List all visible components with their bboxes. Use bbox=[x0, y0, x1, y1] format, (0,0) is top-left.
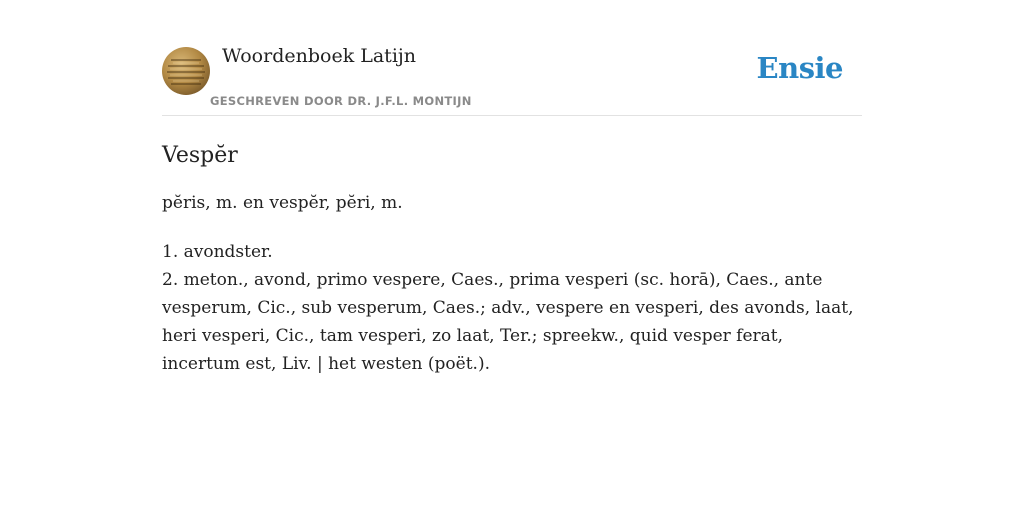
definition-item: 2. meton., avond, primo vespere, Caes., prima vesperi (sc. horā), Caes., ante vesperum, Cic., sub vesperum, Caes.; adv., vespere en vesperi, des avonds, laat, heri vesperi, Cic., tam vesperi, zo laat, Ter.; spreekw., quid vesper ferat, incertum est, Liv. | het westen (poët.). bbox=[162, 270, 854, 374]
entry-definitions bbox=[162, 238, 862, 378]
entry-forms: pĕris, m. en vespĕr, pĕri, m. bbox=[162, 193, 403, 213]
latin-inscription-coin-icon[interactable] bbox=[162, 47, 210, 95]
dictionary-title[interactable]: Woordenboek Latijn bbox=[222, 45, 417, 67]
author-byline: GESCHREVEN DOOR DR. J.F.L. MONTIJN bbox=[210, 94, 472, 108]
entry-header bbox=[162, 0, 862, 116]
ensie-logo-link[interactable]: Ensie bbox=[756, 51, 843, 85]
definition-item: 1. avondster. bbox=[162, 242, 273, 262]
entry-term: Vespĕr bbox=[162, 143, 238, 168]
page-container bbox=[162, 0, 862, 378]
